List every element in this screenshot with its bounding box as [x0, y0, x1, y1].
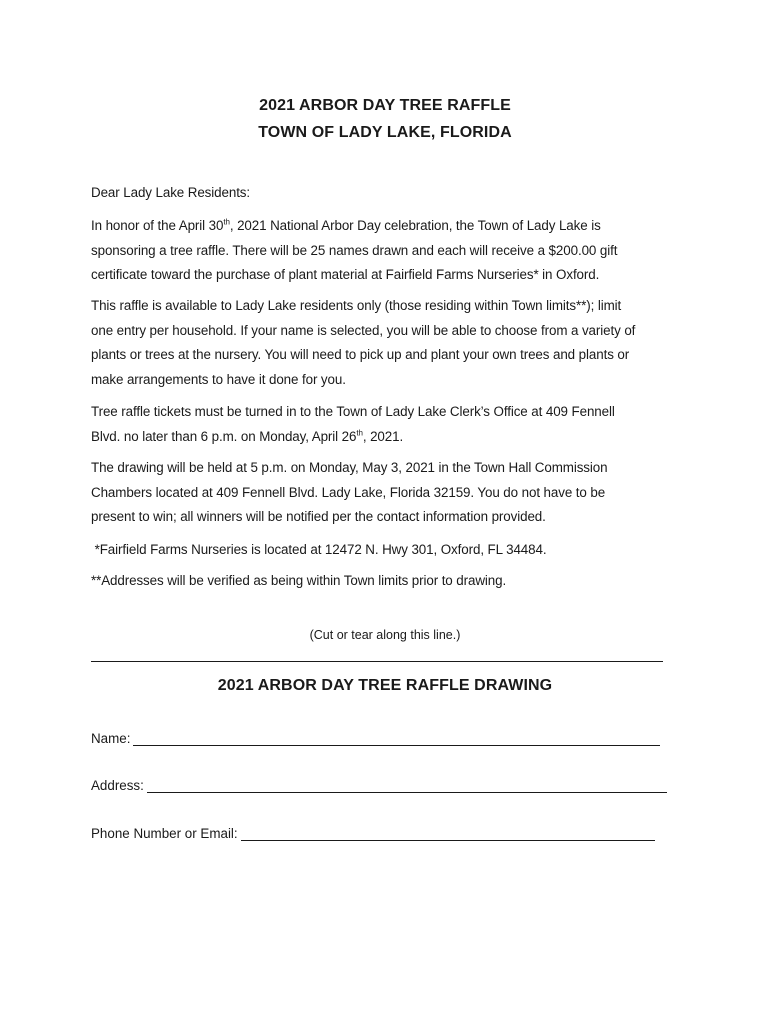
address-label: Address:	[91, 778, 144, 793]
paragraph-line: present to win; all winners will be notified per the contact information provided.	[91, 509, 546, 524]
salutation	[91, 181, 691, 206]
paragraph-drawing	[91, 456, 691, 530]
footnote-text: *Fairfield Farms Nurseries is located at 12472 N. Hwy 301, Oxford, FL 34484.	[91, 542, 547, 557]
paragraph-line	[91, 214, 691, 239]
cut-instruction: (Cut or tear along this line.)	[309, 628, 461, 642]
paragraph-line	[91, 425, 691, 450]
paragraph-line: This raffle is available to Lady Lake residents only (those residing within Town limits**); limit	[91, 298, 622, 313]
contact-field[interactable]	[241, 826, 655, 841]
paragraph-eligibility	[91, 294, 691, 392]
paragraph-announcement	[91, 214, 691, 288]
footnote-addresses	[91, 569, 691, 594]
text-segment: , 2021.	[362, 428, 404, 444]
paragraph-line: Chambers located at 409 Fennell Blvd. Lady Lake, Florida 32159. You do not have to be	[91, 484, 606, 500]
name-label: Name:	[91, 731, 131, 746]
paragraph-line: The drawing will be held at 5 p.m. on Monday, May 3, 2021 in the Town Hall Commission	[91, 460, 608, 475]
contact-label: Phone Number or Email:	[91, 826, 238, 841]
form-title: 2021 ARBOR DAY TREE RAFFLE DRAWING	[217, 677, 553, 694]
paragraph-line: sponsoring a tree raffle. There will be 25 names drawn and each will receive a $200.00 gift	[91, 242, 618, 258]
document-title: 2021 ARBOR DAY TREE RAFFLE	[259, 97, 511, 114]
contact-field-row	[91, 826, 655, 841]
text-segment: In honor of the April 30	[91, 218, 224, 233]
paragraph-line: plants or trees at the nursery. You will need to pick up and plant your own trees and plants or	[91, 347, 630, 362]
address-field-row	[91, 778, 667, 793]
paragraph-line: one entry per household. If your name is selected, you will be able to choose from a variety of	[91, 322, 636, 338]
paragraph-line: certificate toward the purchase of plant material at Fairfield Farms Nurseries* in Oxford.	[91, 267, 600, 282]
paragraph-line: make arrangements to have it done for you.	[91, 371, 346, 387]
footnote-nursery	[91, 538, 691, 563]
document-subtitle: TOWN OF LADY LAKE, FLORIDA	[258, 124, 512, 141]
paragraph-line: Tree raffle tickets must be turned in to the Town of Lady Lake Clerk’s Office at 409 Fennell	[91, 404, 615, 419]
footnote-text: **Addresses will be verified as being within Town limits prior to drawing.	[91, 573, 507, 588]
name-field-row	[91, 731, 660, 746]
text-segment: Blvd. no later than 6 p.m. on Monday, April 26	[91, 428, 357, 444]
paragraph-deadline	[91, 400, 691, 449]
address-field[interactable]	[147, 778, 667, 793]
salutation-text: Dear Lady Lake Residents:	[91, 185, 251, 200]
ordinal-suffix: th	[223, 217, 230, 227]
ordinal-suffix: th	[356, 428, 363, 438]
cut-line	[91, 661, 663, 662]
text-segment: , 2021 National Arbor Day celebration, the Town of Lady Lake is	[229, 218, 601, 233]
name-field[interactable]	[133, 731, 660, 746]
